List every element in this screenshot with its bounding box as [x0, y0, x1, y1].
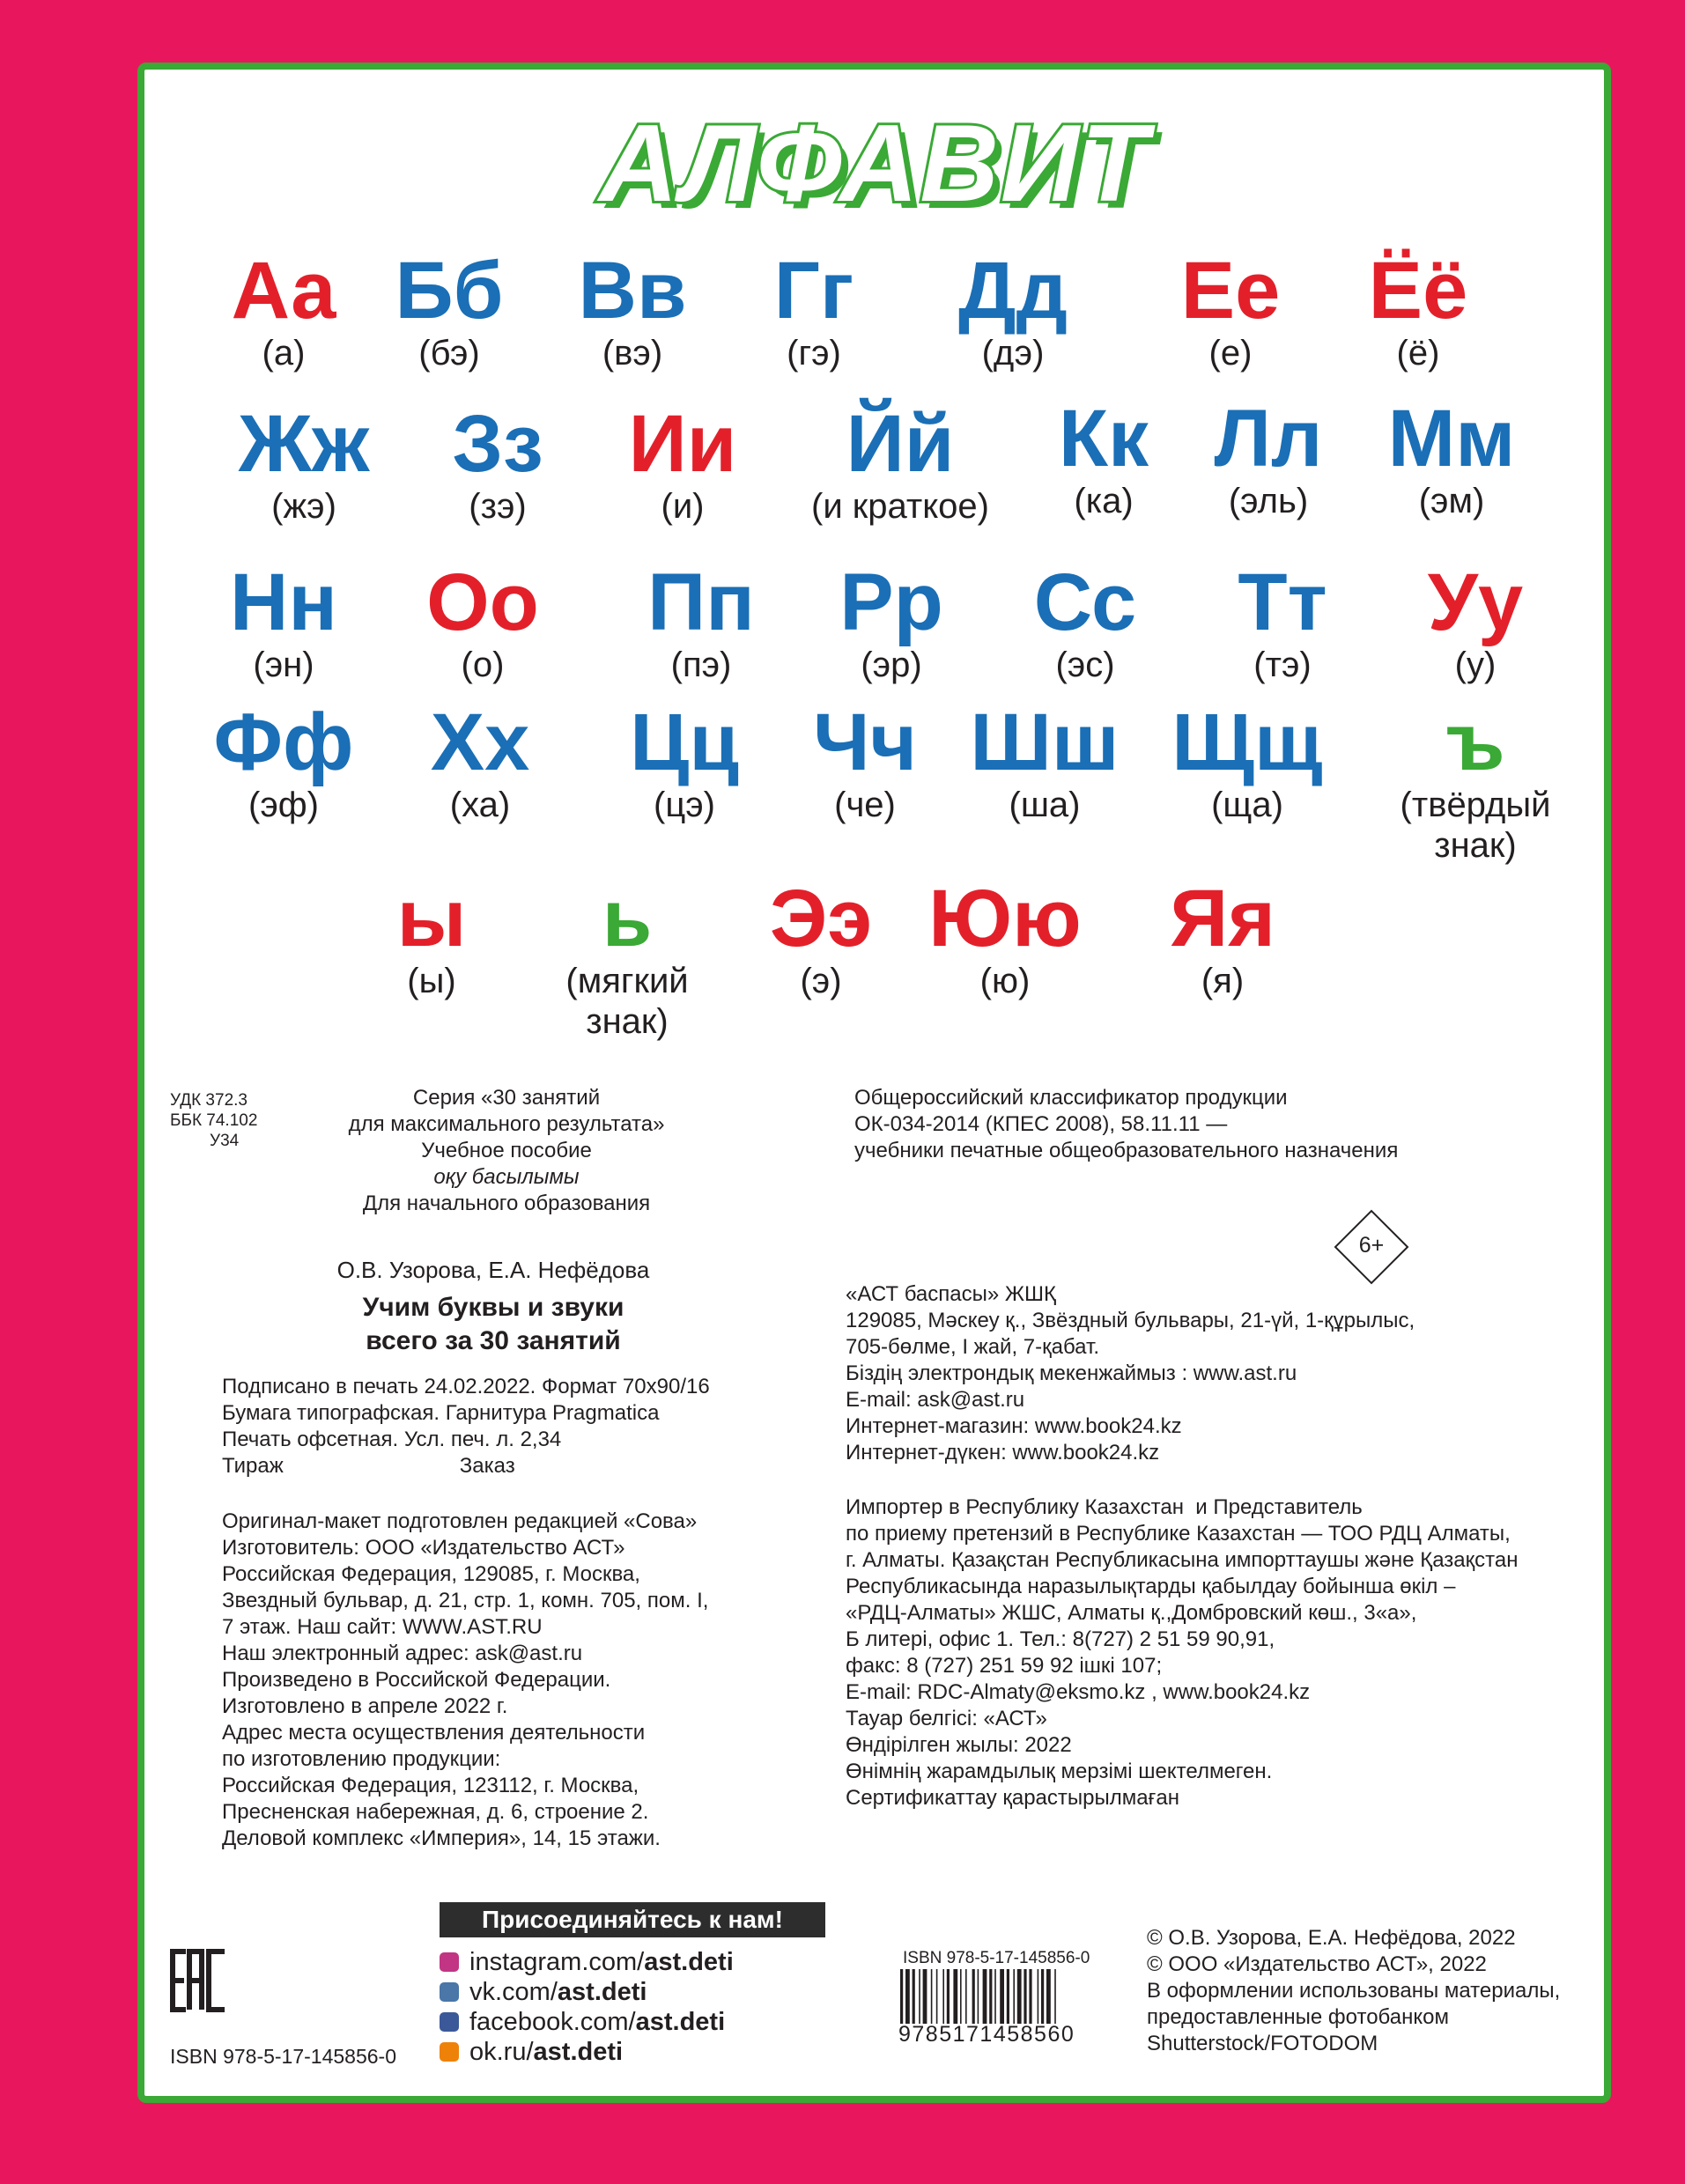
letter-name: (ха) [449, 786, 511, 824]
barcode-bar [1054, 1969, 1056, 2024]
manufacturer-line: Российская Федерация, 129085, г. Москва, [222, 1562, 640, 1586]
letter-glyph: Чч [812, 697, 918, 787]
kz-publisher-line: «АСТ баспасы» ЖШҚ [846, 1282, 1056, 1306]
letter-name: (цэ) [654, 786, 715, 824]
social-link-prefix: vk.com/ [469, 1978, 558, 2006]
barcode-bar [947, 1969, 950, 2024]
letter-name: (бэ) [418, 334, 480, 373]
isbn-left: ISBN 978-5-17-145856-0 [170, 2045, 396, 2068]
barcode-bar [972, 1969, 975, 2024]
barcode-bar [913, 1969, 915, 2024]
barcode-bar [905, 1969, 910, 2024]
social-link-handle: ast.deti [644, 1948, 734, 1976]
letter-name: (эр) [861, 646, 922, 684]
letter-card [1059, 396, 1149, 521]
letter-name: (гэ) [787, 334, 841, 373]
letter-glyph: Гг [773, 246, 854, 336]
print-info-line: Подписано в печать 24.02.2022. Формат 70х90/16 [222, 1375, 710, 1398]
letter-card [1215, 396, 1323, 521]
letter-glyph: ь [602, 874, 653, 963]
importer-line: Тауар белгісі: «АСТ» [846, 1707, 1047, 1730]
importer-line: Импортер в Республику Казахстан и Представитель [846, 1495, 1363, 1519]
letter-name: (и краткое) [811, 487, 989, 526]
series-line: Для начального образования [362, 1192, 651, 1215]
age-rating-text: 6+ [1358, 1233, 1385, 1258]
barcode-bar [960, 1969, 962, 2024]
letter-name: (я) [1201, 962, 1245, 1000]
letter-card [958, 248, 1068, 373]
authors: О.В. Узорова, Е.А. Нефёдова [336, 1257, 650, 1283]
letter-name: (жэ) [271, 487, 336, 526]
letter-glyph: Йй [846, 399, 955, 489]
series-block [299, 1085, 713, 1217]
letter-name: (эм) [1418, 482, 1485, 520]
copyright-line: предоставленные фотобанком [1147, 2005, 1449, 2029]
letter-card [213, 697, 354, 825]
print-info-line: Печать офсетная. Усл. печ. л. 2,34 [222, 1428, 562, 1451]
manufacturer-line: Адрес места осуществления деятельности [222, 1721, 646, 1745]
letter-card [811, 399, 989, 527]
book-title-line: Учим буквы и звуки [362, 1293, 624, 1322]
barcode-bar [978, 1969, 979, 2024]
social-link[interactable] [440, 2008, 845, 2036]
classifier-block [854, 1085, 1398, 1164]
letter-name: (е) [1208, 334, 1253, 373]
classifier-line: учебники печатные общеобразовательного назначения [854, 1139, 1399, 1162]
letter-card [770, 876, 872, 1001]
letter-card [628, 399, 737, 527]
copyright-line: В оформлении использованы материалы, [1147, 1979, 1561, 2003]
importer-line: Өндірілген жылы: 2022 [846, 1733, 1072, 1757]
isbn-barcode-label: ISBN 978-5-17-145856-0 [903, 1949, 1090, 1967]
copyright-block [1147, 1925, 1560, 2057]
social-link[interactable] [440, 1948, 845, 1976]
letter-card [426, 557, 539, 685]
letter-card [1033, 557, 1137, 685]
barcode-bar [994, 1969, 996, 2024]
barcode-digits: 9785171458560 [898, 2022, 1075, 2047]
kz-publisher-line: Біздің электрондық мекенжаймыз : www.ast.ru [846, 1361, 1297, 1385]
manufacturer-line: Оригинал-макет подготовлен редакцией «Сова» [222, 1509, 698, 1533]
letter-name: (эль) [1228, 482, 1309, 520]
book-title-line: всего за 30 занятий [366, 1326, 621, 1355]
author-mark: У34 [210, 1132, 240, 1150]
letter-name: (тэ) [1253, 646, 1312, 684]
importer-line: по приему претензий в Республике Казахстан — ТОО РДЦ Алматы, [846, 1522, 1511, 1546]
letter-card [579, 248, 687, 373]
letter-card [774, 248, 854, 373]
vk-icon [440, 1982, 459, 2002]
barcode-bar [931, 1969, 933, 2024]
letter-card [839, 557, 943, 685]
barcode-bar [983, 1969, 987, 2024]
letter-glyph: Яя [1170, 874, 1275, 963]
kz-publisher-line: 705-бөлме, I жай, 7-қабат. [846, 1335, 1099, 1359]
letter-name: (эс) [1055, 646, 1115, 684]
letter-glyph: Сс [1033, 557, 1137, 647]
letter-glyph: Мм [1387, 394, 1516, 483]
social-link-prefix: instagram.com/ [469, 1948, 645, 1976]
copyright-line: © О.В. Узорова, Е.А. Нефёдова, 2022 [1147, 1926, 1516, 1950]
letter-name: (вэ) [602, 334, 663, 373]
instagram-icon [440, 1952, 459, 1972]
barcode-bar [1046, 1969, 1051, 2024]
letter-glyph: Фф [213, 697, 354, 787]
barcode-bar [1007, 1969, 1009, 2024]
ok-icon [440, 2042, 459, 2062]
letter-glyph: Дд [958, 246, 1068, 336]
barcode-bar [1038, 1969, 1039, 2024]
letter-card [397, 876, 467, 1001]
letter-glyph: Нн [229, 557, 338, 647]
letter-glyph: Кк [1058, 394, 1149, 483]
letter-name: (у) [1454, 646, 1497, 684]
series-line: Учебное пособие [421, 1139, 592, 1162]
kz-publisher-line: E-mail: ask@ast.ru [846, 1388, 1025, 1412]
letter-glyph: Шш [970, 697, 1120, 787]
copyright-line: © ООО «Издательство АСТ», 2022 [1147, 1952, 1487, 1976]
print-info [222, 1374, 710, 1479]
udk-line: УДК 372.3 [170, 1091, 248, 1110]
letter-name: (а) [262, 334, 306, 373]
letter-glyph: Ёё [1368, 246, 1468, 336]
classifier-line: Общероссийский классификатор продукции [854, 1086, 1288, 1110]
print-info-line: Бумага типографская. Гарнитура Pragmatica [222, 1401, 660, 1425]
letter-card [630, 697, 739, 825]
social-link-handle: ast.deti [533, 2038, 624, 2066]
social-link-prefix: facebook.com/ [469, 2008, 636, 2036]
kz-publisher-line: Интернет-дүкен: www.book24.kz [846, 1441, 1160, 1465]
letter-card [928, 876, 1081, 1001]
letter-card [229, 557, 338, 685]
barcode-bar [1041, 1969, 1044, 2024]
letter-glyph: Рр [839, 557, 943, 647]
join-us-banner: Присоединяйтесь к нам! [440, 1902, 825, 1937]
letter-card [232, 248, 336, 373]
manufacturer-line: по изготовлению продукции: [222, 1747, 501, 1771]
letter-name: (твёрдый знак) [1400, 786, 1551, 865]
letter-glyph: Щщ [1171, 697, 1323, 787]
letter-glyph: Ее [1180, 246, 1281, 336]
letter-glyph: ы [396, 874, 467, 963]
series-line: Серия «30 занятий [412, 1086, 601, 1110]
letter-card [1400, 697, 1551, 866]
importer-line: факс: 8 (727) 251 59 92 ішкі 107; [846, 1654, 1163, 1678]
letter-card [1181, 248, 1281, 373]
importer-line: «РДЦ-Алматы» ЖШС, Алматы қ.,Домбровский көш., 3«а», [846, 1601, 1417, 1625]
barcode-icon [898, 1969, 1094, 2024]
importer-line: Республикасында наразылықтарды қабылдау бойынша өкіл – [846, 1575, 1456, 1598]
letter-glyph: Юю [928, 874, 1082, 963]
letter-card [812, 697, 918, 825]
barcode-bar [1017, 1969, 1022, 2024]
facebook-icon [440, 2012, 459, 2032]
copyright-line: Shutterstock/FOTODOM [1147, 2032, 1378, 2055]
kz-publisher-block [846, 1281, 1415, 1466]
bbk-line: ББК 74.102 [170, 1111, 258, 1130]
importer-line: Б литері, офис 1. Тел.: 8(727) 2 51 59 90,91, [846, 1627, 1275, 1651]
barcode-bar [965, 1969, 967, 2024]
barcode-bar [1029, 1969, 1031, 2024]
letter-glyph: Оо [426, 557, 539, 647]
manufacturer-line: Изготовитель: ООО «Издательство АСТ» [222, 1536, 625, 1560]
manufacturer-line: Произведено в Российской Федерации. [222, 1668, 611, 1692]
importer-line: г. Алматы. Қазақстан Республикасына импорттаушы және Қазақстан [846, 1548, 1519, 1572]
letter-card [395, 248, 504, 373]
manufacturer-block [222, 1509, 708, 1852]
letter-glyph: Жж [238, 399, 370, 489]
letter-glyph: Ии [628, 399, 737, 489]
letter-glyph: Вв [578, 246, 687, 336]
classifier-line: ОК-034-2014 (КПЕС 2008), 58.11.11 — [854, 1112, 1228, 1136]
barcode-bar [942, 1969, 944, 2024]
importer-line: Сертификаттау қарастырылмаған [846, 1786, 1179, 1810]
manufacturer-line: Российская Федерация, 123112, г. Москва, [222, 1774, 639, 1797]
social-link[interactable] [440, 1978, 845, 2006]
letter-glyph: Уу [1427, 557, 1524, 647]
letter-name: (ща) [1211, 786, 1283, 824]
eac-mark-icon [170, 1949, 228, 2012]
manufacturer-line: 7 этаж. Наш сайт: WWW.AST.RU [222, 1615, 543, 1639]
letter-glyph: ъ [1445, 697, 1505, 787]
letter-name: (зэ) [469, 487, 527, 526]
letter-card [1388, 396, 1516, 521]
letter-glyph: Ээ [769, 874, 873, 963]
letter-card [1369, 248, 1468, 373]
barcode-bar [1000, 1969, 1004, 2024]
barcode-bar [923, 1969, 927, 2024]
letter-glyph: Тт [1238, 557, 1327, 647]
letter-glyph: Цц [630, 697, 739, 787]
manufacturer-line: Деловой комплекс «Империя», 14, 15 этажи. [222, 1826, 661, 1850]
manufacturer-line: Наш электронный адрес: ask@ast.ru [222, 1642, 583, 1665]
letter-card [1171, 697, 1323, 825]
print-info-line: Тираж Заказ [222, 1454, 515, 1478]
importer-block [846, 1494, 1518, 1811]
letter-name: (мягкий знак) [565, 962, 689, 1041]
letter-card [452, 399, 543, 527]
letter-glyph: Аа [231, 246, 336, 336]
barcode-bar [1024, 1969, 1026, 2024]
barcode-bar [989, 1969, 992, 2024]
letter-name: (ка) [1074, 482, 1134, 520]
letter-name: (че) [834, 786, 896, 824]
letter-card [1238, 557, 1327, 685]
series-line: для максимального результата» [348, 1112, 665, 1136]
kz-publisher-line: Интернет-магазин: www.book24.kz [846, 1414, 1182, 1438]
udk-block [170, 1090, 257, 1151]
letter-card [647, 557, 755, 685]
letter-glyph: Лл [1214, 394, 1323, 483]
series-line: оқу басылымы [433, 1165, 580, 1189]
letter-glyph: Хх [430, 697, 530, 787]
kz-publisher-line: 129085, Мәскеу қ., Звёздный бульвары, 21-үй, 1-құрылыс, [846, 1309, 1415, 1332]
barcode-bar [953, 1969, 957, 2024]
letter-card [1427, 557, 1524, 685]
letter-name: (пэ) [670, 646, 732, 684]
letter-name: (э) [800, 962, 842, 1000]
letter-name: (дэ) [981, 334, 1045, 373]
letter-name: (эн) [253, 646, 314, 684]
letter-name: (ё) [1396, 334, 1440, 373]
page-title: АЛФАВИТ [599, 103, 1149, 225]
letter-name: (ю) [979, 962, 1031, 1000]
barcode-bar [936, 1969, 938, 2024]
manufacturer-line: Пресненская набережная, д. 6, строение 2. [222, 1800, 649, 1824]
letter-card [238, 399, 370, 527]
letter-name: (эф) [248, 786, 319, 824]
letter-glyph: Зз [452, 399, 543, 489]
letter-card [565, 876, 688, 1042]
social-link-handle: ast.deti [635, 2008, 726, 2036]
letter-glyph: Бб [395, 246, 504, 336]
barcode-bar [1013, 1969, 1015, 2024]
letter-name: (о) [461, 646, 505, 684]
letter-glyph: Пп [647, 557, 755, 647]
barcode-bar [900, 1969, 903, 2024]
book-title [291, 1291, 696, 1358]
social-link-handle: ast.deti [557, 1978, 647, 2006]
barcode-bar [919, 1969, 920, 2024]
letter-card [1170, 876, 1275, 1001]
social-link[interactable] [440, 2038, 845, 2066]
importer-line: E-mail: RDC-Almaty@eksmo.kz , www.book24.kz [846, 1680, 1311, 1704]
importer-line: Өнімнің жарамдылық мерзімі шектелмеген. [846, 1760, 1273, 1783]
letter-card [970, 697, 1120, 825]
letter-name: (ша) [1009, 786, 1081, 824]
social-link-prefix: ok.ru/ [469, 2038, 534, 2066]
letter-name: (и) [661, 487, 705, 526]
manufacturer-line: Звездный бульвар, д. 21, стр. 1, комн. 705, пом. I, [222, 1589, 709, 1612]
letter-card [430, 697, 530, 825]
manufacturer-line: Изготовлено в апреле 2022 г. [222, 1694, 508, 1718]
letter-name: (ы) [407, 962, 456, 1000]
